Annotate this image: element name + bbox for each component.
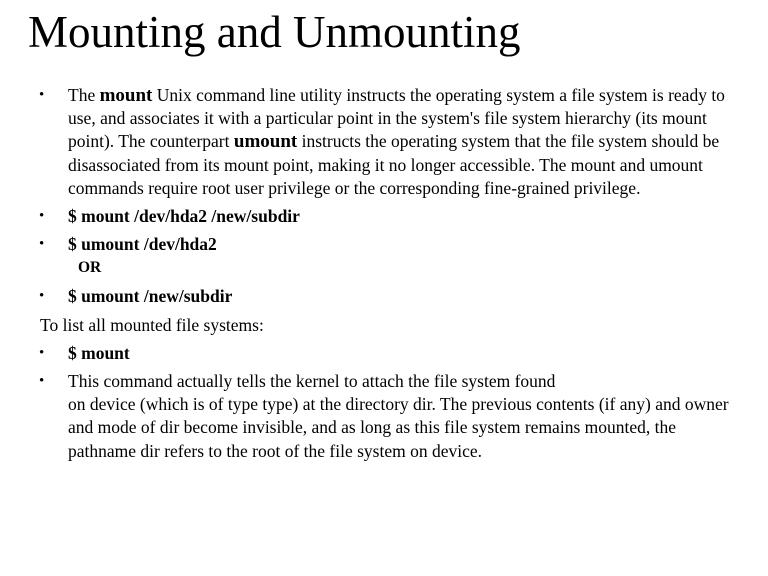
command-umount-dir: $ umount /new/subdir [68,286,233,307]
or-label: OR [78,259,102,277]
bullet-glyph: • [39,288,45,305]
bullet-glyph: • [39,373,45,390]
slide-title: Mounting and Unmounting [28,7,521,57]
keyword-umount: umount [233,131,298,153]
bullet-mount-description [0,84,738,200]
bullet-cmd-list [0,342,738,365]
bullet-cmd-mount [0,205,738,228]
bullet-cmd-umount-dev [0,233,738,256]
explanation-rest: on device (which is of type type) at the directory dir. The previous contents (if any) and owner and mode of dir become invisible, and as long as this file system remains mounted, the pathname dir refers to the root of the file system on device. [68,394,729,461]
description-text [68,85,725,198]
bullet-glyph: • [39,208,45,225]
bullet-glyph: • [39,344,45,361]
bullet-glyph: • [39,87,45,103]
bullet-cmd-umount-dir [0,285,738,308]
command-umount-dev: $ umount /dev/hda2 [68,234,217,255]
bullet-glyph: • [39,236,45,253]
explanation-line-1: This command actually tells the kernel to attach the file system found [68,371,556,392]
text-run: Unix command line utility instructs the operating system a file system is ready to use, and associates it with a particular point in the system's file system hierarchy (its mount point). The counterpart [68,85,725,152]
bullet-command-explanation [0,370,738,463]
command-list-mounts: $ mount [68,342,130,363]
text-run: instructs the operating system that the file system should be disassociated from its mount point, making it no longer accessible. The mount and umount commands require root user privilege or the corresponding fine-grained privilege. [68,131,720,198]
text-run: The [68,85,100,105]
list-intro-text: To list all mounted file systems: [40,314,264,335]
command-mount: $ mount /dev/hda2 /new/subdir [68,206,300,227]
keyword-mount: mount [99,85,153,106]
slide-body [0,84,768,468]
